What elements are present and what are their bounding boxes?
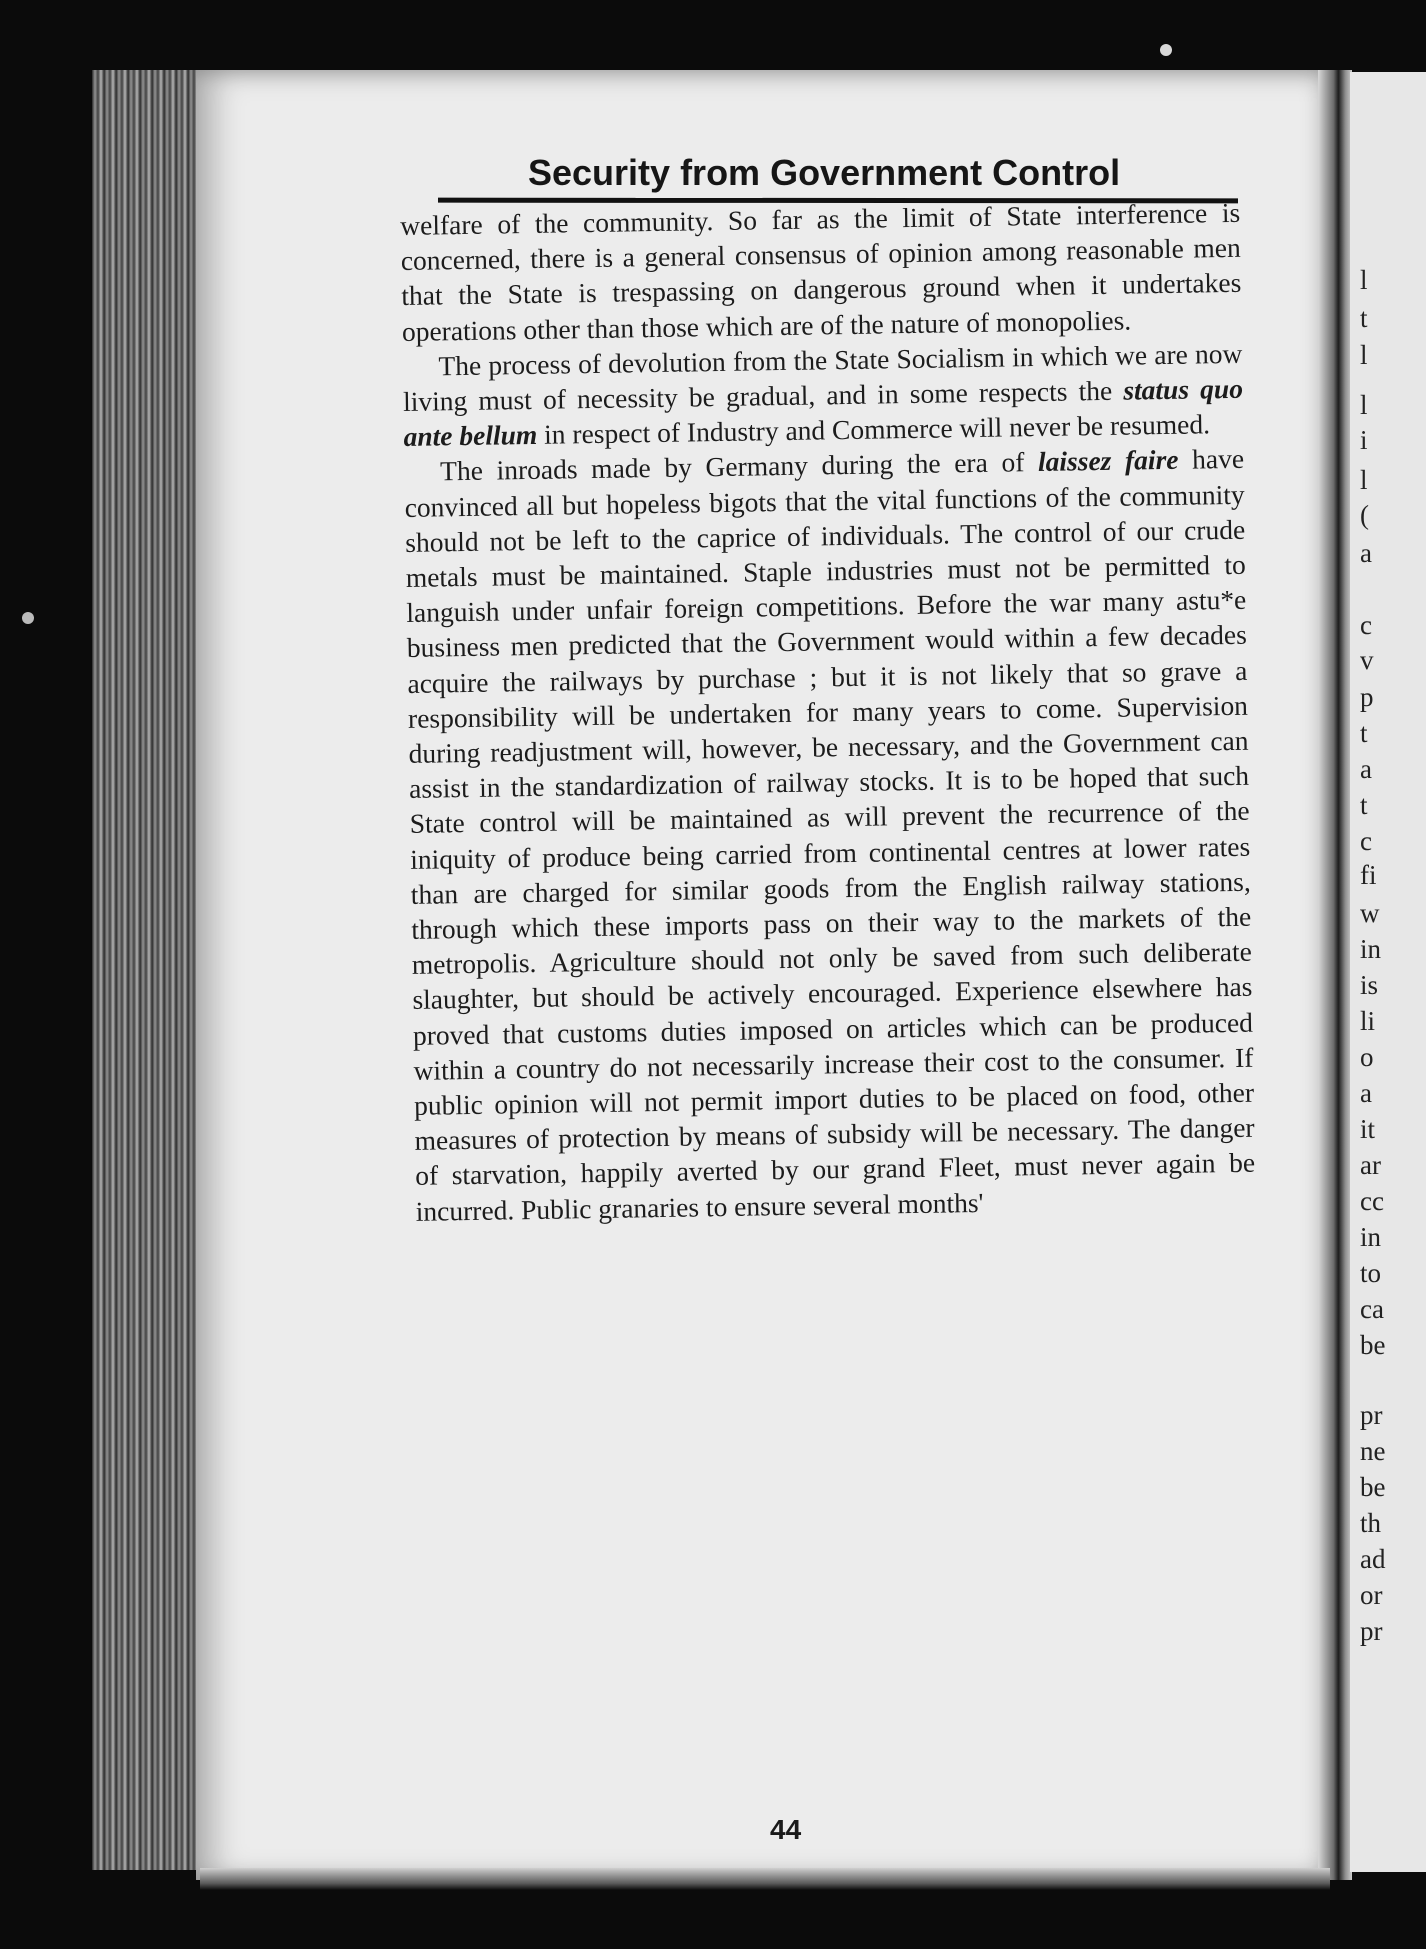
paragraph-3-italic-phrase: laissez faire (1037, 444, 1179, 478)
book-gutter (1318, 70, 1352, 1880)
facing-page-fragment: a (1360, 538, 1372, 568)
facing-page-fragment: l (1360, 465, 1368, 495)
facing-page-fragment: i (1360, 425, 1368, 455)
facing-page-fragment: ad (1360, 1544, 1386, 1574)
facing-page-fragment: in (1360, 934, 1382, 964)
paragraph-2-text-end: in respect of Industry and Commerce will never be resumed. (537, 408, 1211, 451)
facing-page-fragment: fi (1360, 860, 1377, 890)
speck (1160, 44, 1172, 56)
facing-page-fragment: l (1360, 390, 1368, 420)
facing-page-fragment: pr (1360, 1616, 1383, 1646)
facing-page-fragment: ne (1360, 1436, 1386, 1466)
paragraph-3-text-start: The inroads made by Germany during the era of (439, 446, 1039, 487)
facing-page-edge (1350, 72, 1426, 1872)
facing-page-fragment: to (1360, 1258, 1382, 1288)
facing-page-fragment: or (1360, 1580, 1383, 1610)
page-header (438, 152, 1238, 198)
facing-page-fragment: in (1360, 1222, 1382, 1252)
facing-page-fragment: l (1360, 340, 1368, 370)
facing-page-fragment: th (1360, 1508, 1382, 1538)
paragraph-3-text-end: have convinced all but hopeless bigots that the vital functions of the community should not be left to the caprice of individuals. The control of our crude metals must be maintained. Staple industries must not be permitted to languish under unfair foreign competitions. Before the war many astu*e business men predicted that the Government would within a few decades acquire the railways by purchase ; but it is not likely that so grave a responsibility will be undertaken for many years to come. Supervision during readjustment will, however, be necessary, and the Government can assist in the standardization of railway stocks. It is to be hoped that such State control will be maintained as will prevent the recurrence of the iniquity of produce being carried from continental centres at lower rates than are charged for similar goods from the English railway stations, through which these imports pass on their way to the markets of the metropolis. Agriculture should not only be saved from such deliberate slaughter, but should be actively encouraged. Experience elsewhere has proved that customs duties imposed on articles which can be produced within a country do not necessarily increase their cost to the consumer. If public opinion will not permit import duties to be placed on food, other measures of protection by means of subsidy will be necessary. The danger of starvation, happily averted by our grand Fleet, must never again be incurred. Public granaries to ensure several months' (404, 443, 1256, 1227)
page-number: 44 (770, 1814, 802, 1845)
paragraph-2 (402, 336, 1244, 455)
facing-page-fragment: t (1360, 303, 1368, 333)
facing-page-fragment: li (1360, 1006, 1376, 1036)
facing-page-fragment: is (1360, 970, 1379, 1000)
facing-page-fragment: ( (1360, 500, 1369, 530)
facing-page-fragment: a (1360, 1078, 1372, 1108)
facing-page-fragment: t (1360, 718, 1368, 748)
facing-page-fragment: it (1360, 1114, 1376, 1144)
paragraph-2-italic-phrase: status quo ante bellum (403, 372, 1244, 453)
paragraph-3 (404, 441, 1256, 1229)
facing-page-fragment: cc (1360, 1186, 1384, 1216)
running-head: Security from Government Control (528, 152, 1121, 193)
paragraph-2-text-start: The process of devolution from the State Socialism in which we are now living must of necessity be gradual, and in some respects the (402, 337, 1243, 417)
facing-page-fragment: pr (1360, 1400, 1383, 1430)
facing-page-fragment: be (1360, 1330, 1386, 1360)
facing-page-fragment: ar (1360, 1150, 1381, 1180)
speck (22, 612, 34, 624)
facing-page-fragment: p (1360, 682, 1374, 712)
paragraph-1: welfare of the community. So far as the limit of State interference is concerned, there is a general consensus of opinion among reasonable men that the State is trespassing on dangerous ground when it undertakes operations other than those which are of the nature of monopolies. (400, 196, 1242, 347)
facing-page-fragment: o (1360, 1042, 1374, 1072)
facing-page-fragment: l (1360, 265, 1368, 295)
facing-page-fragment: v (1360, 645, 1374, 675)
facing-page-fragment: ca (1360, 1294, 1384, 1324)
body-text (400, 195, 1256, 1229)
page-bottom-edge (200, 1868, 1330, 1890)
facing-page-fragment: a (1360, 754, 1372, 784)
facing-page-fragment: c (1360, 610, 1372, 640)
facing-page-fragment: w (1360, 898, 1380, 928)
facing-page-fragment: c (1360, 826, 1372, 856)
facing-page-fragment: be (1360, 1472, 1386, 1502)
facing-page-fragment: t (1360, 790, 1368, 820)
